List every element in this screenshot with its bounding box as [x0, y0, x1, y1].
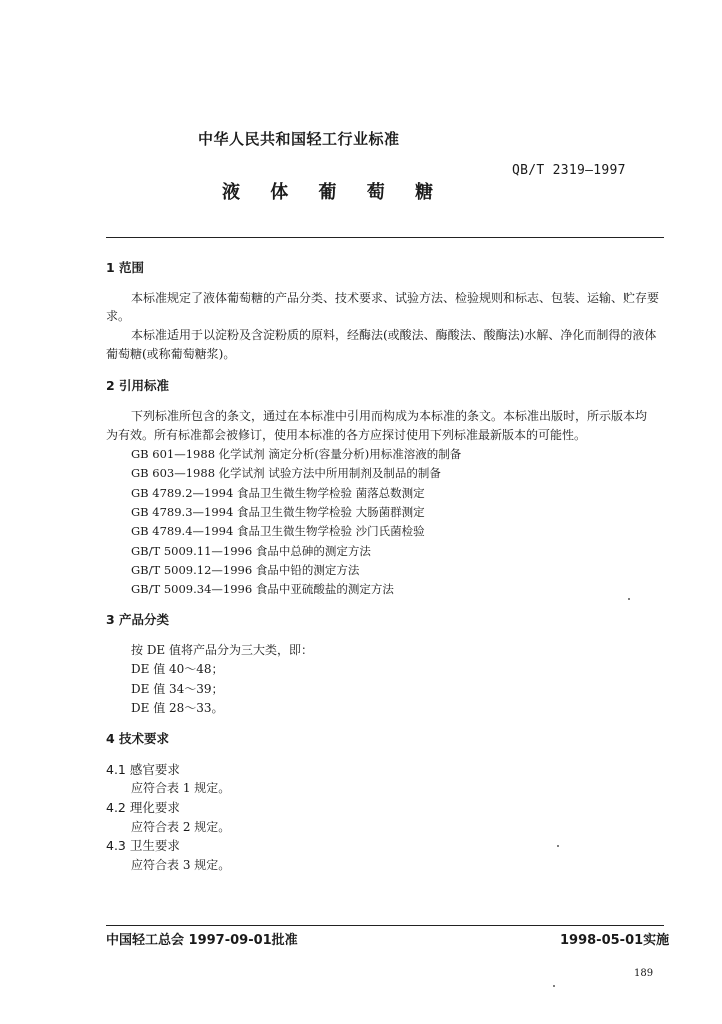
scan-speck	[557, 845, 559, 847]
subsection-4-3-heading: 4.3 卫生要求	[106, 838, 180, 853]
section-2-heading: 2 引用标准	[106, 378, 170, 393]
reference-item: GB 4789.2—1994 食品卫生微生物学检验 菌落总数测定	[131, 486, 425, 500]
footer-rule	[106, 925, 664, 926]
reference-item: GB/T 5009.34—1996 食品中亚硫酸盐的测定方法	[131, 582, 394, 596]
page-number: 189	[634, 968, 654, 979]
subsection-4-1-text: 应符合表 1 规定。	[131, 781, 231, 795]
reference-item: GB 601—1988 化学试剂 滴定分析(容量分析)用标准溶液的制备	[131, 447, 462, 461]
scan-speck	[553, 985, 555, 987]
section-1-para-2-line-2: 葡萄糖(或称葡萄糖浆)。	[106, 347, 236, 361]
de-class-item: DE 值 40～48；	[131, 662, 224, 676]
header-rule	[106, 237, 664, 238]
approval-line: 中国轻工总会 1997-09-01批准	[106, 933, 298, 948]
subsection-4-2-heading: 4.2 理化要求	[106, 800, 180, 815]
subsection-4-1-heading: 4.1 感官要求	[106, 762, 180, 777]
subsection-4-3-text: 应符合表 3 规定。	[131, 858, 231, 872]
subsection-4-2-text: 应符合表 2 规定。	[131, 820, 231, 834]
org-title: 中华人民共和国轻工行业标准	[198, 130, 400, 148]
reference-item: GB 603—1988 化学试剂 试验方法中所用制剂及制品的制备	[131, 466, 441, 480]
section-4-heading: 4 技术要求	[106, 731, 170, 746]
section-2-para-line-1: 下列标准所包含的条文，通过在本标准中引用而构成为本标准的条文。本标准出版时，所示版本均	[131, 409, 648, 423]
section-3-heading: 3 产品分类	[106, 612, 170, 627]
reference-item: GB 4789.3—1994 食品卫生微生物学检验 大肠菌群测定	[131, 505, 425, 519]
doc-title: 液 体 葡 萄 糖	[222, 182, 436, 203]
reference-item: GB/T 5009.11—1996 食品中总砷的测定方法	[131, 544, 371, 558]
implementation-date: 1998-05-01实施	[560, 933, 670, 948]
section-1-heading: 1 范围	[106, 260, 145, 275]
standard-code: QB/T 2319—1997	[512, 163, 626, 178]
reference-item: GB 4789.4—1994 食品卫生微生物学检验 沙门氏菌检验	[131, 524, 425, 538]
scan-speck	[628, 598, 630, 600]
section-3-intro: 按 DE 值将产品分为三大类，即：	[131, 643, 314, 657]
section-2-para-line-2: 为有效。所有标准都会被修订，使用本标准的各方应探讨使用下列标准最新版本的可能性。	[106, 428, 587, 442]
reference-item: GB/T 5009.12—1996 食品中铅的测定方法	[131, 563, 360, 577]
section-1-para-1-line-1: 本标准规定了液体葡萄糖的产品分类、技术要求、试验方法、检验规则和标志、包装、运输、贮存要	[131, 291, 660, 305]
section-1-para-2-line-1: 本标准适用于以淀粉及含淀粉质的原料，经酶法(或酸法、酶酸法、酸酶法)水解、净化而制得的液体	[131, 328, 657, 342]
de-class-item: DE 值 34～39；	[131, 682, 224, 696]
section-1-para-1-line-2: 求。	[106, 309, 131, 323]
de-class-item: DE 值 28～33。	[131, 701, 224, 715]
